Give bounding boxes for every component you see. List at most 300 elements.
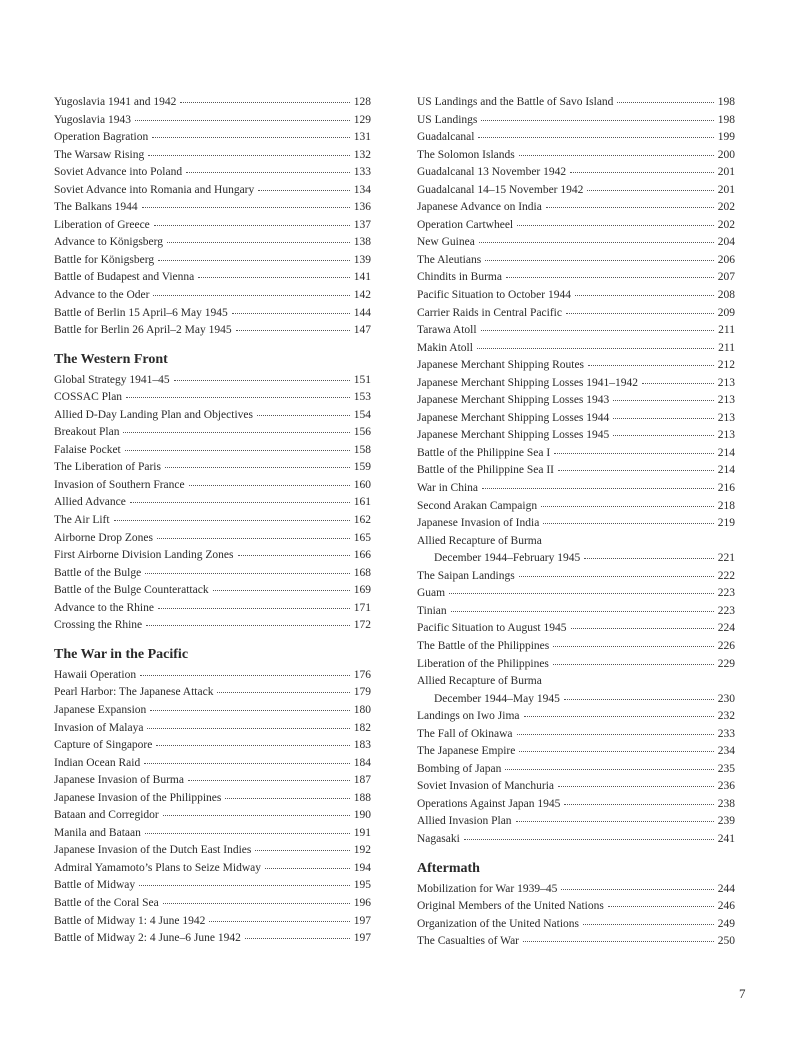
toc-entry[interactable] (417, 234, 735, 252)
dot-leader (150, 710, 349, 711)
dot-leader (135, 120, 350, 121)
dot-leader (566, 313, 714, 314)
entry-page-number: 196 (353, 896, 371, 909)
entry-page-number: 141 (353, 271, 371, 284)
dot-leader (165, 467, 350, 468)
dot-leader (236, 330, 350, 331)
entry-title: Allied Advance (54, 496, 126, 509)
entry-title: US Landings (417, 113, 478, 126)
toc-entry[interactable] (417, 656, 735, 674)
toc-entry[interactable] (417, 112, 735, 130)
toc-entry[interactable] (417, 462, 735, 480)
entry-title: Invasion of Malaya (54, 721, 144, 734)
entry-title: The Air Lift (54, 514, 110, 527)
toc-entry[interactable] (54, 547, 371, 565)
toc-entry[interactable] (417, 445, 735, 463)
dot-leader (564, 804, 713, 805)
toc-entry[interactable] (417, 357, 735, 375)
toc-entry[interactable] (417, 796, 735, 814)
entry-page-number: 184 (353, 756, 371, 769)
entry-page-number: 224 (717, 622, 735, 635)
toc-entry[interactable] (417, 287, 735, 305)
entry-title: Battle of Berlin 15 April–6 May 1945 (54, 306, 228, 319)
toc-entry[interactable] (54, 234, 371, 252)
entry-title: Breakout Plan (54, 426, 120, 439)
entry-page-number: 213 (717, 394, 735, 407)
entry-title: New Guinea (417, 236, 475, 249)
entry-title: Japanese Merchant Shipping Losses 1944 (417, 411, 610, 424)
entry-title: Soviet Advance into Poland (54, 166, 183, 179)
toc-entry[interactable] (54, 530, 371, 548)
entry-page-number: 144 (353, 306, 371, 319)
toc-column-left (54, 94, 371, 948)
entry-title: Hawaii Operation (54, 668, 137, 681)
entry-page-number: 222 (717, 569, 735, 582)
toc-entry[interactable] (417, 620, 735, 638)
dot-leader (153, 295, 349, 296)
toc-entry[interactable] (54, 147, 371, 165)
dot-leader (561, 889, 713, 890)
dot-leader (587, 190, 713, 191)
entry-title: Operation Cartwheel (417, 218, 514, 231)
toc-entry[interactable] (54, 287, 371, 305)
entry-page-number: 197 (353, 932, 371, 945)
toc-entry[interactable] (417, 375, 735, 393)
entry-title: War in China (417, 482, 479, 495)
entry-page-number: 238 (717, 797, 735, 810)
entry-title: Invasion of Southern France (54, 478, 185, 491)
entry-page-number: 131 (353, 131, 371, 144)
dot-leader (163, 815, 350, 816)
entry-page-number: 230 (717, 692, 735, 705)
toc-entry[interactable] (417, 515, 735, 533)
entry-title: Guadalcanal 13 November 1942 (417, 166, 567, 179)
entry-title: Guadalcanal (417, 131, 475, 144)
entry-title: Battle of Midway 1: 4 June 1942 (54, 914, 206, 927)
entry-page-number: 171 (353, 601, 371, 614)
entry-title: Liberation of Greece (54, 218, 150, 231)
entry-title: The Japanese Empire (417, 745, 516, 758)
toc-entry[interactable] (417, 217, 735, 235)
entry-page-number: 172 (353, 619, 371, 632)
entry-title: Manila and Bataan (54, 826, 141, 839)
toc-entry[interactable] (417, 743, 735, 761)
dot-leader (158, 608, 350, 609)
toc-entry[interactable] (417, 498, 735, 516)
toc-entry[interactable] (417, 147, 735, 165)
entry-title: COSSAC Plan (54, 391, 123, 404)
toc-entry[interactable] (417, 726, 735, 744)
entry-page-number: 250 (717, 935, 735, 948)
dot-leader (517, 734, 714, 735)
entry-title: December 1944–May 1945 (434, 692, 560, 705)
entry-page-number: 206 (717, 253, 735, 266)
entry-title: Operation Bagration (54, 131, 149, 144)
entry-page-number: 212 (717, 359, 735, 372)
entry-title: Yugoslavia 1941 and 1942 (54, 96, 177, 108)
toc-entry[interactable] (54, 322, 371, 340)
dot-leader (482, 488, 714, 489)
entry-page-number: 136 (353, 201, 371, 214)
dot-leader (217, 692, 349, 693)
dot-leader (125, 450, 350, 451)
dot-leader (147, 728, 349, 729)
entry-title: Capture of Singapore (54, 739, 153, 752)
entry-title: The Casualties of War (417, 935, 520, 948)
toc-entry[interactable] (417, 585, 735, 603)
dot-leader (477, 348, 714, 349)
toc-entry[interactable] (54, 600, 371, 618)
entry-title: Allied D-Day Landing Plan and Objectives (54, 408, 253, 421)
toc-section (54, 645, 371, 948)
toc-entry[interactable] (417, 933, 735, 951)
entry-title: The Aleutians (417, 253, 482, 266)
toc-entry[interactable] (54, 252, 371, 270)
toc-entry[interactable] (417, 691, 735, 709)
dot-leader (146, 625, 350, 626)
dot-leader (140, 675, 350, 676)
dot-leader (180, 102, 349, 103)
toc-entry[interactable] (417, 305, 735, 323)
dot-leader (541, 506, 714, 507)
dot-leader (516, 821, 714, 822)
dot-leader (174, 380, 350, 381)
entry-title: Japanese Invasion of India (417, 517, 540, 530)
toc-entry[interactable] (54, 755, 371, 773)
toc-entry[interactable] (54, 720, 371, 738)
entry-title: December 1944–February 1945 (434, 552, 581, 565)
dot-leader (156, 745, 349, 746)
entry-page-number: 213 (717, 411, 735, 424)
toc-entry[interactable] (54, 913, 371, 931)
toc-entry[interactable] (417, 881, 735, 899)
entry-page-number: 198 (717, 113, 735, 126)
toc-entry[interactable] (417, 673, 735, 691)
entry-title: Battle of the Bulge (54, 566, 142, 579)
entry-title: Battle of Budapest and Vienna (54, 271, 195, 284)
toc-entry[interactable] (417, 269, 735, 287)
dot-leader (553, 646, 714, 647)
entry-title: Makin Atoll (417, 341, 473, 354)
entry-page-number: 213 (717, 429, 735, 442)
entry-page-number: 214 (717, 446, 735, 459)
dot-leader (245, 938, 350, 939)
dot-leader (255, 850, 349, 851)
entry-page-number: 133 (353, 166, 371, 179)
entry-title: Pacific Situation to August 1945 (417, 622, 567, 635)
entry-title: The Fall of Okinawa (417, 727, 513, 740)
entry-page-number: 204 (717, 236, 735, 249)
toc-entry[interactable] (417, 94, 735, 112)
dot-leader (584, 558, 713, 559)
toc-entry[interactable] (54, 217, 371, 235)
toc-entry[interactable] (417, 550, 735, 568)
entry-page-number: 202 (717, 201, 735, 214)
entry-title: Japanese Merchant Shipping Losses 1941–1942 (417, 376, 639, 389)
entry-page-number: 236 (717, 780, 735, 793)
page-number: 7 (739, 986, 746, 1001)
entry-page-number: 162 (353, 514, 371, 527)
dot-leader (257, 415, 350, 416)
dot-leader (449, 593, 714, 594)
dot-leader (558, 470, 714, 471)
section-heading: The Western Front (54, 351, 168, 367)
toc-section (417, 859, 735, 951)
entry-title: Guadalcanal 14–15 November 1942 (417, 183, 584, 196)
toc-entry[interactable] (417, 199, 735, 217)
toc-entry[interactable] (54, 459, 371, 477)
toc-entry[interactable] (54, 684, 371, 702)
dot-leader (519, 576, 714, 577)
entry-page-number: 201 (717, 166, 735, 179)
entry-title: Japanese Merchant Shipping Losses 1943 (417, 394, 610, 407)
toc-entry[interactable] (417, 916, 735, 934)
entry-title: Landings on Iwo Jima (417, 710, 520, 723)
entry-page-number: 229 (717, 657, 735, 670)
entry-page-number: 191 (353, 826, 371, 839)
entry-page-number: 190 (353, 809, 371, 822)
entry-title: Bombing of Japan (417, 762, 502, 775)
entry-page-number: 244 (717, 882, 735, 895)
dot-leader (613, 435, 713, 436)
toc-entry[interactable] (417, 638, 735, 656)
toc-entry[interactable] (54, 129, 371, 147)
entry-title: The Saipan Landings (417, 569, 515, 582)
toc-entry[interactable] (417, 129, 735, 147)
dot-leader (451, 611, 714, 612)
dot-leader (189, 485, 350, 486)
entry-page-number: 156 (353, 426, 371, 439)
dot-leader (114, 520, 350, 521)
entry-page-number: 211 (718, 341, 735, 354)
entry-title: Indian Ocean Raid (54, 756, 141, 769)
entry-title: Soviet Invasion of Manchuria (417, 780, 555, 793)
entry-page-number: 200 (717, 148, 735, 161)
entry-page-number: 223 (717, 604, 735, 617)
entry-title: Battle of Midway 2: 4 June–6 June 1942 (54, 932, 241, 945)
toc-entry[interactable] (417, 392, 735, 410)
entry-title: Pearl Harbor: The Japanese Attack (54, 686, 214, 699)
entry-page-number: 169 (353, 584, 371, 597)
toc-entry[interactable] (417, 898, 735, 916)
dot-leader (158, 260, 350, 261)
toc-entry[interactable] (54, 617, 371, 635)
toc-entry[interactable] (54, 512, 371, 530)
toc-entry[interactable] (417, 533, 735, 551)
entry-title: Japanese Invasion of the Dutch East Indies (54, 844, 252, 857)
entry-page-number: 168 (353, 566, 371, 579)
dot-leader (126, 397, 350, 398)
toc-entry[interactable] (417, 480, 735, 498)
dot-leader (238, 555, 350, 556)
entry-page-number: 249 (717, 917, 735, 930)
dot-leader (519, 751, 713, 752)
dot-leader (519, 155, 714, 156)
entry-title: Allied Recapture of Burma (417, 675, 542, 688)
dot-leader (613, 400, 713, 401)
dot-leader (209, 921, 349, 922)
toc-entry[interactable] (54, 424, 371, 442)
toc-entry[interactable] (417, 761, 735, 779)
toc-entry[interactable] (417, 831, 735, 849)
entry-title: Pacific Situation to October 1944 (417, 289, 571, 302)
dot-leader (543, 523, 713, 524)
toc-entry[interactable] (54, 94, 371, 112)
entry-title: Liberation of the Philippines (417, 657, 549, 670)
entry-page-number: 151 (353, 373, 371, 386)
toc-entry[interactable] (54, 860, 371, 878)
entry-page-number: 179 (353, 686, 371, 699)
toc-entry[interactable] (54, 477, 371, 495)
entry-title: Guam (417, 587, 446, 600)
entry-title: Japanese Expansion (54, 703, 147, 716)
dot-leader (478, 137, 713, 138)
toc-entry[interactable] (54, 702, 371, 720)
entry-page-number: 221 (717, 552, 735, 565)
entry-page-number: 159 (353, 461, 371, 474)
entry-page-number: 246 (717, 900, 735, 913)
dot-leader (558, 786, 714, 787)
entry-page-number: 234 (717, 745, 735, 758)
dot-leader (163, 903, 350, 904)
toc-entry[interactable] (54, 807, 371, 825)
toc-entry[interactable] (54, 164, 371, 182)
entry-page-number: 233 (717, 727, 735, 740)
dot-leader (553, 664, 714, 665)
entry-title: Advance to the Oder (54, 289, 150, 302)
toc-entry[interactable] (54, 112, 371, 130)
entry-page-number: 180 (353, 703, 371, 716)
dot-leader (464, 839, 714, 840)
dot-leader (152, 137, 350, 138)
entry-title: Organization of the United Nations (417, 917, 580, 930)
entry-page-number: 218 (717, 499, 735, 512)
entry-page-number: 161 (353, 496, 371, 509)
toc-entry[interactable] (417, 182, 735, 200)
entry-page-number: 182 (353, 721, 371, 734)
toc-entry[interactable] (417, 252, 735, 270)
dot-leader (148, 155, 350, 156)
toc-entry[interactable] (54, 199, 371, 217)
entry-title: Allied Invasion Plan (417, 815, 512, 828)
toc-entry[interactable] (54, 182, 371, 200)
toc-entry[interactable] (54, 305, 371, 323)
dot-leader (123, 432, 349, 433)
toc-entry[interactable] (54, 737, 371, 755)
dot-leader (157, 538, 350, 539)
dot-leader (642, 383, 714, 384)
dot-leader (154, 225, 350, 226)
entry-page-number: 235 (717, 762, 735, 775)
toc-entry[interactable] (54, 442, 371, 460)
entry-title: Japanese Invasion of the Philippines (54, 791, 222, 804)
toc-entry[interactable] (54, 494, 371, 512)
dot-leader (145, 833, 350, 834)
entry-page-number: 147 (353, 324, 371, 337)
toc-entry[interactable] (54, 389, 371, 407)
entry-title: Japanese Merchant Shipping Routes (417, 359, 585, 372)
entry-title: The Liberation of Paris (54, 461, 161, 474)
toc-entry[interactable] (54, 842, 371, 860)
entry-title: Carrier Raids in Central Pacific (417, 306, 562, 319)
toc-entry[interactable] (417, 778, 735, 796)
toc-entry[interactable] (417, 164, 735, 182)
toc-entry[interactable] (54, 790, 371, 808)
dot-leader (265, 868, 350, 869)
dot-leader (213, 590, 350, 591)
entry-title: Battle for Berlin 26 April–2 May 1945 (54, 324, 232, 337)
entry-page-number: 194 (353, 861, 371, 874)
toc-entry[interactable] (54, 930, 371, 948)
entry-page-number: 239 (717, 815, 735, 828)
toc-entry[interactable] (54, 582, 371, 600)
entry-page-number: 134 (353, 183, 371, 196)
entry-page-number: 199 (717, 131, 735, 144)
dot-leader (258, 190, 349, 191)
toc-section (417, 94, 735, 849)
toc-entry[interactable] (417, 340, 735, 358)
entry-title: Battle of the Philippine Sea II (417, 464, 555, 477)
dot-leader (570, 172, 714, 173)
toc-entry[interactable] (417, 708, 735, 726)
entry-title: The Balkans 1944 (54, 201, 138, 214)
entry-page-number: 198 (717, 96, 735, 108)
entry-title: Airborne Drop Zones (54, 531, 154, 544)
dot-leader (617, 102, 713, 103)
toc-entry[interactable] (54, 877, 371, 895)
dot-leader (608, 906, 714, 907)
entry-page-number: 158 (353, 443, 371, 456)
dot-leader (575, 295, 714, 296)
entry-page-number: 132 (353, 148, 371, 161)
toc-entry[interactable] (417, 410, 735, 428)
entry-title: Tinian (417, 604, 447, 617)
toc-entry[interactable] (417, 568, 735, 586)
toc-entry[interactable] (417, 603, 735, 621)
entry-title: Battle of the Philippine Sea I (417, 446, 551, 459)
toc-entry[interactable] (54, 407, 371, 425)
dot-leader (505, 769, 713, 770)
entry-title: Battle for Königsberg (54, 253, 155, 266)
entry-title: Crossing the Rhine (54, 619, 143, 632)
entry-title: Japanese Merchant Shipping Losses 1945 (417, 429, 610, 442)
dot-leader (613, 418, 713, 419)
entry-page-number: 137 (353, 218, 371, 231)
toc-entry[interactable] (54, 372, 371, 390)
toc-entry[interactable] (417, 322, 735, 340)
toc-entry[interactable] (54, 825, 371, 843)
entry-page-number: 187 (353, 774, 371, 787)
dot-leader (517, 225, 714, 226)
dot-leader (142, 207, 350, 208)
entry-title: Bataan and Corregidor (54, 809, 159, 822)
toc-entry[interactable] (54, 565, 371, 583)
dot-leader (583, 924, 714, 925)
entry-page-number: 201 (717, 183, 735, 196)
toc-entry[interactable] (54, 895, 371, 913)
toc-entry[interactable] (54, 269, 371, 287)
dot-leader (481, 120, 713, 121)
dot-leader (198, 277, 349, 278)
entry-title: Soviet Advance into Romania and Hungary (54, 183, 255, 196)
toc-entry[interactable] (417, 427, 735, 445)
entry-page-number: 166 (353, 549, 371, 562)
toc-entry[interactable] (417, 813, 735, 831)
toc-entry[interactable] (54, 667, 371, 685)
entry-title: Falaise Pocket (54, 443, 121, 456)
entry-title: The Solomon Islands (417, 148, 515, 161)
toc-entry[interactable] (54, 772, 371, 790)
